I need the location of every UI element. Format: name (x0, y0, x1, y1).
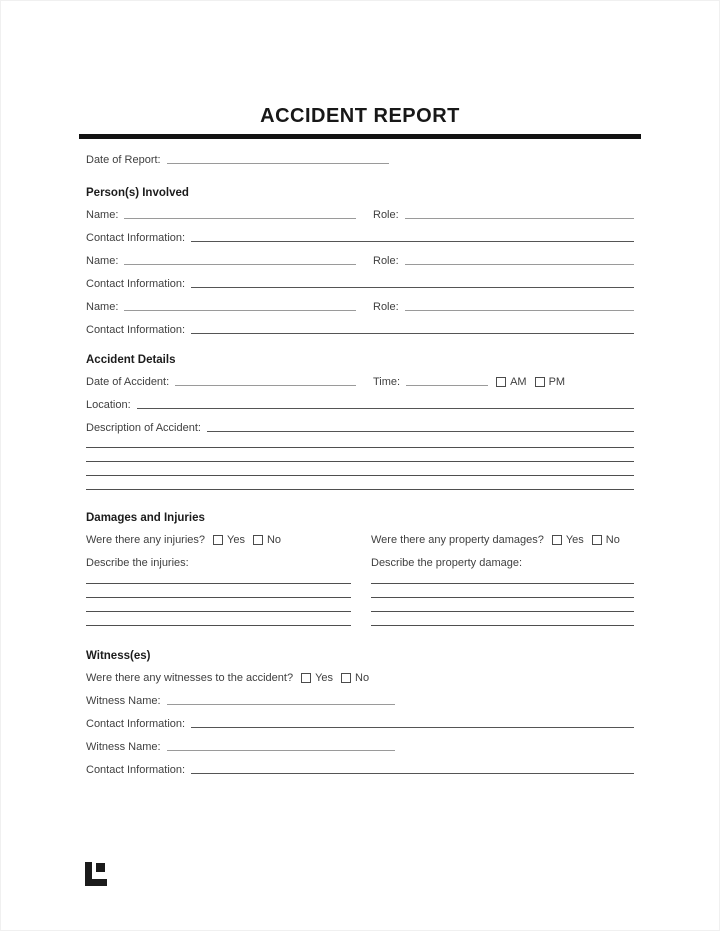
date-of-accident-line[interactable] (175, 384, 356, 386)
person-contact-row (86, 278, 634, 290)
accident-details-heading: Accident Details (86, 354, 176, 366)
witness-name-line[interactable] (167, 703, 395, 705)
witness-question-row (86, 672, 634, 684)
witness-yes-label: Yes (315, 672, 334, 684)
role-label: Role: (373, 301, 399, 313)
location-line[interactable] (137, 407, 634, 409)
witness-no-checkbox[interactable] (341, 673, 351, 683)
witness-question: Were there any witnesses to the accident? (86, 672, 294, 684)
injuries-yes-label: Yes (227, 534, 245, 546)
name-line[interactable] (124, 217, 356, 219)
description-row (86, 422, 634, 434)
property-no-label: No (605, 534, 620, 546)
witness-contact-row (86, 718, 634, 730)
damages-questions-row (86, 534, 634, 546)
damages-injuries-heading: Damages and Injuries (86, 512, 205, 524)
property-damage-line[interactable] (371, 625, 634, 626)
witness-name-label: Witness Name: (86, 741, 161, 753)
date-of-report-line[interactable] (167, 162, 389, 164)
injuries-yes-checkbox[interactable] (213, 535, 223, 545)
witness-contact-row (86, 764, 634, 776)
title-rule (79, 134, 641, 139)
witness-name-line[interactable] (167, 749, 395, 751)
property-no-checkbox[interactable] (592, 535, 602, 545)
date-of-accident-label: Date of Accident: (86, 376, 170, 388)
describe-injuries-label: Describe the injuries: (86, 557, 189, 569)
injuries-no-checkbox[interactable] (253, 535, 263, 545)
pm-checkbox[interactable] (535, 377, 545, 387)
page-title: ACCIDENT REPORT (260, 105, 460, 127)
person-name-role-row (86, 209, 634, 221)
injuries-line[interactable] (86, 625, 351, 626)
description-line[interactable] (86, 461, 634, 462)
time-label: Time: (373, 376, 401, 388)
accident-date-time-row (86, 376, 634, 388)
witness-name-row (86, 741, 634, 753)
witness-name-label: Witness Name: (86, 695, 161, 707)
role-label: Role: (373, 255, 399, 267)
injuries-line[interactable] (86, 597, 351, 598)
injuries-line[interactable] (86, 583, 351, 584)
legal-templates-logo-icon (85, 862, 107, 886)
am-checkbox[interactable] (496, 377, 506, 387)
contact-information-label: Contact Information: (86, 718, 186, 730)
describe-property-damage-label: Describe the property damage: (371, 557, 523, 569)
description-line[interactable] (86, 475, 634, 476)
contact-information-line[interactable] (191, 726, 634, 728)
name-line[interactable] (124, 263, 356, 265)
person-entry (86, 209, 634, 244)
pm-label: PM (548, 376, 566, 388)
property-damage-line[interactable] (371, 611, 634, 612)
property-damage-line[interactable] (371, 597, 634, 598)
property-yes-label: Yes (565, 534, 584, 546)
persons-section-heading: Person(s) Involved (86, 187, 189, 199)
role-line[interactable] (405, 217, 634, 219)
contact-information-label: Contact Information: (86, 764, 186, 776)
person-name-role-row (86, 301, 634, 313)
contact-information-line[interactable] (191, 240, 634, 242)
time-line[interactable] (406, 384, 488, 386)
injuries-line[interactable] (86, 611, 351, 612)
witness-name-row (86, 695, 634, 707)
date-of-report-row (86, 154, 634, 166)
description-line[interactable] (86, 489, 634, 490)
person-entry (86, 301, 634, 336)
location-label: Location: (86, 399, 131, 411)
property-damages-question: Were there any property damages? (371, 534, 544, 546)
contact-information-line[interactable] (191, 772, 634, 774)
contact-information-label: Contact Information: (86, 324, 186, 336)
injuries-no-label: No (266, 534, 282, 546)
name-label: Name: (86, 209, 119, 221)
role-label: Role: (373, 209, 399, 221)
contact-information-label: Contact Information: (86, 232, 186, 244)
person-name-role-row (86, 255, 634, 267)
role-line[interactable] (405, 263, 634, 265)
description-of-accident-label: Description of Accident: (86, 422, 201, 434)
person-entry (86, 255, 634, 290)
witness-no-label: No (355, 672, 370, 684)
name-label: Name: (86, 301, 119, 313)
location-row (86, 399, 634, 411)
damages-describe-columns (86, 557, 634, 626)
person-contact-row (86, 324, 634, 336)
contact-information-line[interactable] (191, 332, 634, 334)
description-line[interactable] (86, 447, 634, 448)
contact-information-label: Contact Information: (86, 278, 186, 290)
description-line[interactable] (207, 430, 634, 432)
witnesses-heading: Witness(es) (86, 650, 151, 662)
injuries-question: Were there any injuries? (86, 534, 206, 546)
name-line[interactable] (124, 309, 356, 311)
name-label: Name: (86, 255, 119, 267)
role-line[interactable] (405, 309, 634, 311)
person-contact-row (86, 232, 634, 244)
am-label: AM (510, 376, 527, 388)
date-of-report-label: Date of Report: (86, 154, 161, 166)
contact-information-line[interactable] (191, 286, 634, 288)
property-yes-checkbox[interactable] (552, 535, 562, 545)
property-damage-line[interactable] (371, 583, 634, 584)
witness-yes-checkbox[interactable] (301, 673, 311, 683)
